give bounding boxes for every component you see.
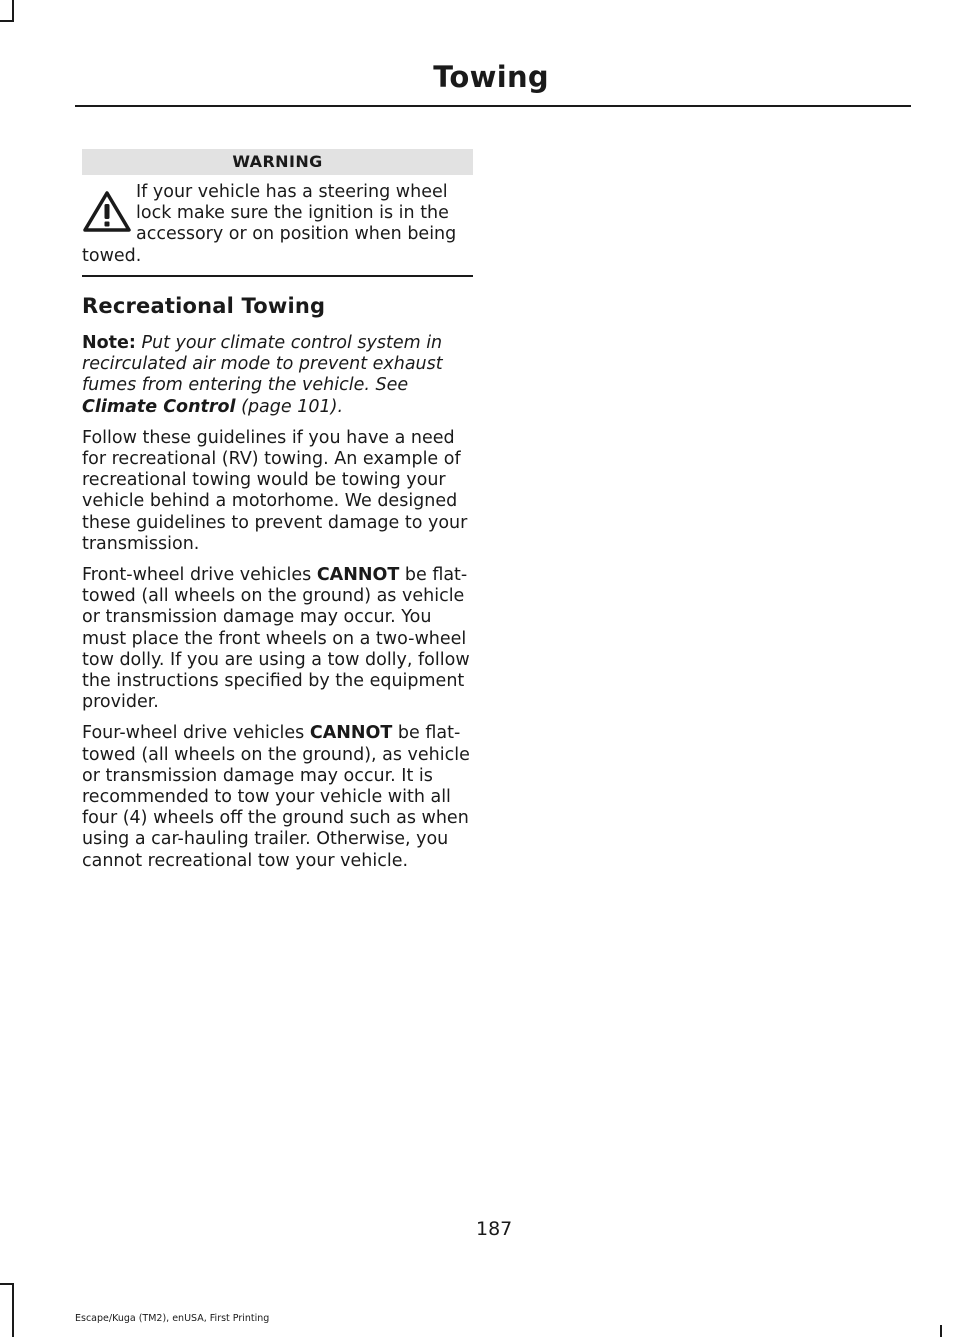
note-page-ref: (page 101). bbox=[235, 396, 344, 417]
p3-lead: Four-wheel drive vehicles bbox=[82, 723, 310, 744]
p2-lead: Front-wheel drive vehicles bbox=[82, 565, 317, 586]
p3-emphasis: CANNOT bbox=[309, 723, 393, 744]
p3-rest: be flat-towed (all wheels on the ground), as vehicle or transmission damage may occur. It is recommended to tow your vehicle with all four (4) wheels off the ground such as when using a car-hauling trailer. Otherwise, you cannot recreational tow your vehicle. bbox=[82, 723, 470, 871]
crop-mark-top-left-v bbox=[12, 0, 14, 22]
page-header-title: Towing bbox=[433, 60, 549, 94]
warning-label: WARNING bbox=[82, 149, 473, 175]
warning-text: If your vehicle has a steering wheel lock make sure the ignition is in the accessory or on position when being towed. bbox=[82, 182, 457, 266]
crop-mark-bottom-left-h bbox=[0, 1283, 14, 1285]
note-label: Note: bbox=[82, 333, 136, 353]
climate-control-link[interactable]: Climate Control bbox=[82, 396, 236, 417]
note-text: Put your climate control system in recirculated air mode to prevent exhaust fumes from entering the vehicle. See bbox=[82, 333, 443, 396]
p2-rest: be flat-towed (all wheels on the ground) as vehicle or transmission damage may occur. You must place the front wheels on a two-wheel tow dolly. If you are using a tow dolly, follow the instructions specified by the equipment provider. bbox=[82, 565, 470, 713]
p2-emphasis: CANNOT bbox=[316, 565, 400, 586]
note-paragraph bbox=[82, 333, 474, 418]
header-divider bbox=[75, 105, 911, 107]
paragraph-front-wheel-drive bbox=[82, 565, 474, 713]
crop-mark-bottom-left-v bbox=[12, 1283, 14, 1337]
section-heading: Recreational Towing bbox=[82, 294, 326, 318]
body-text bbox=[82, 333, 474, 882]
crop-mark-top-left-h bbox=[0, 20, 14, 22]
paragraph-four-wheel-drive bbox=[82, 723, 474, 871]
footer-edition: Escape/Kuga (TM2), enUSA, First Printing bbox=[75, 1313, 270, 1324]
page-number: 187 bbox=[476, 1218, 513, 1240]
paragraph-guidelines: Follow these guidelines if you have a need for recreational (RV) towing. An example of recreational towing would be towing your vehicle behind a motorhome. We designed these guidelines to prevent damage to your transmission. bbox=[82, 427, 468, 554]
warning-divider bbox=[82, 275, 473, 277]
crop-mark-bottom-right-v bbox=[940, 1325, 942, 1337]
